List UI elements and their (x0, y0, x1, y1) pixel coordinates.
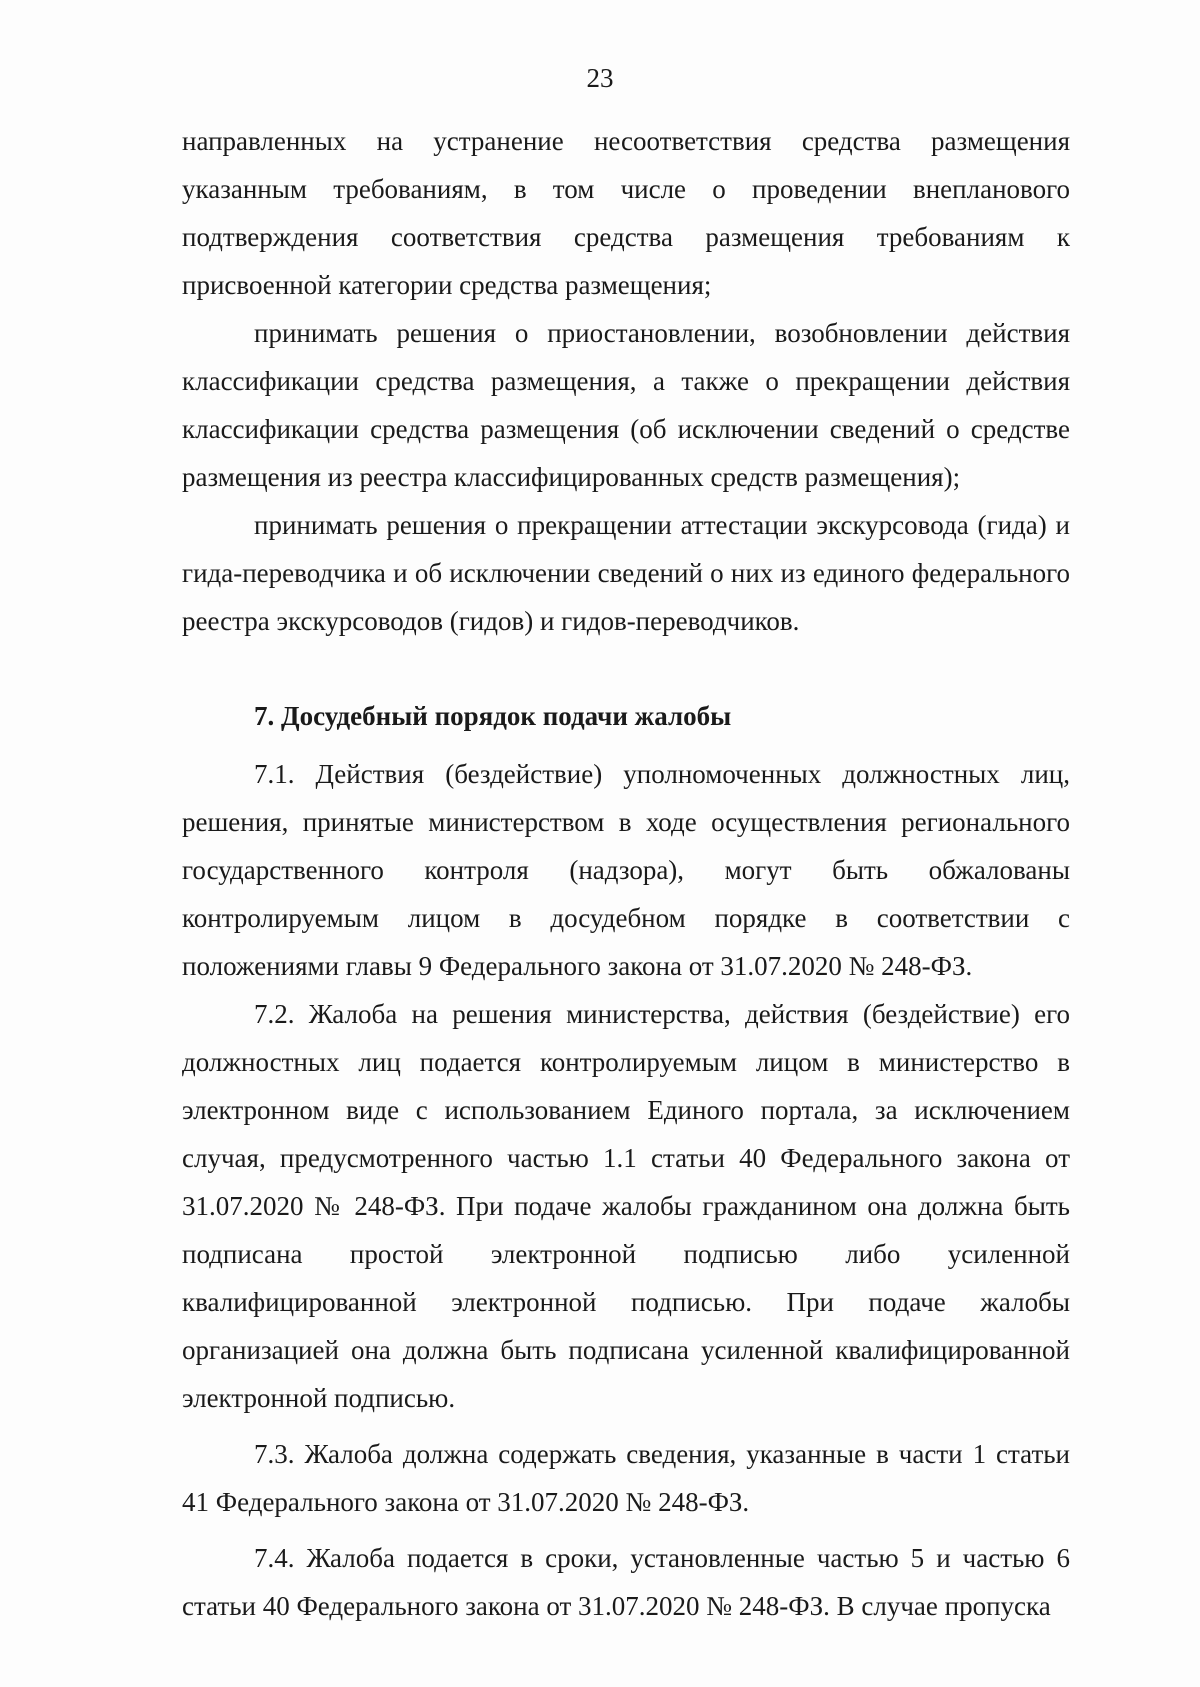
document-body (182, 117, 1070, 1630)
paragraph-7-3: 7.3. Жалоба должна содержать сведения, указанные в части 1 статьи 41 Федерального закона от 31.07.2020 № 248-ФЗ. (182, 1439, 1070, 1517)
paragraph-7-4: 7.4. Жалоба подается в сроки, установленные частью 5 и частью 6 статьи 40 Федерального закона от 31.07.2020 № 248-ФЗ. В случае пропуска (182, 1543, 1070, 1621)
paragraph-guide-attestation: принимать решения о прекращении аттестации экскурсовода (гида) и гида-переводчика и об исключении сведений о них из единого федерального реестра экскурсоводов (гидов) и гидов-переводчиков. (182, 510, 1070, 636)
section-heading: 7. Досудебный порядок подачи жалобы (254, 701, 732, 731)
paragraph-7-1: 7.1. Действия (бездействие) уполномоченных должностных лиц, решения, принятые министерством в ходе осуществления регионального государственного контроля (надзора), могут быть обжалованы контролируемым лицом в досудебном порядке в соответствии с положениями главы 9 Федерального закона от 31.07.2020 № 248-ФЗ. (182, 759, 1070, 981)
page-number: 23 (586, 63, 614, 93)
paragraph-continuation: направленных на устранение несоответствия средства размещения указанным требованиям, в том числе о проведении внепланового подтверждения соответствия средства размещения требованиям к присвоенной категории средства размещения; (182, 126, 1070, 300)
paragraph-7-2: 7.2. Жалоба на решения министерства, действия (бездействие) его должностных лиц подается контролируемым лицом в министерство в электронном виде с использованием Единого портала, за исключением случая, предусмотренного частью 1.1 статьи 40 Федерального закона от 31.07.2020 № 248-ФЗ. При подаче жалобы гражданином она должна быть подписана простой электронной подписью либо усиленной квалифицированной электронной подписью. При подаче жалобы организацией она должна быть подписана усиленной квалифицированной электронной подписью. (182, 999, 1070, 1413)
paragraph-classification-decisions: принимать решения о приостановлении, возобновлении действия классификации средства размещения, а также о прекращении действия классификации средства размещения (об исключении сведений о средстве размещения из реестра классифицированных средств размещения); (182, 318, 1070, 492)
